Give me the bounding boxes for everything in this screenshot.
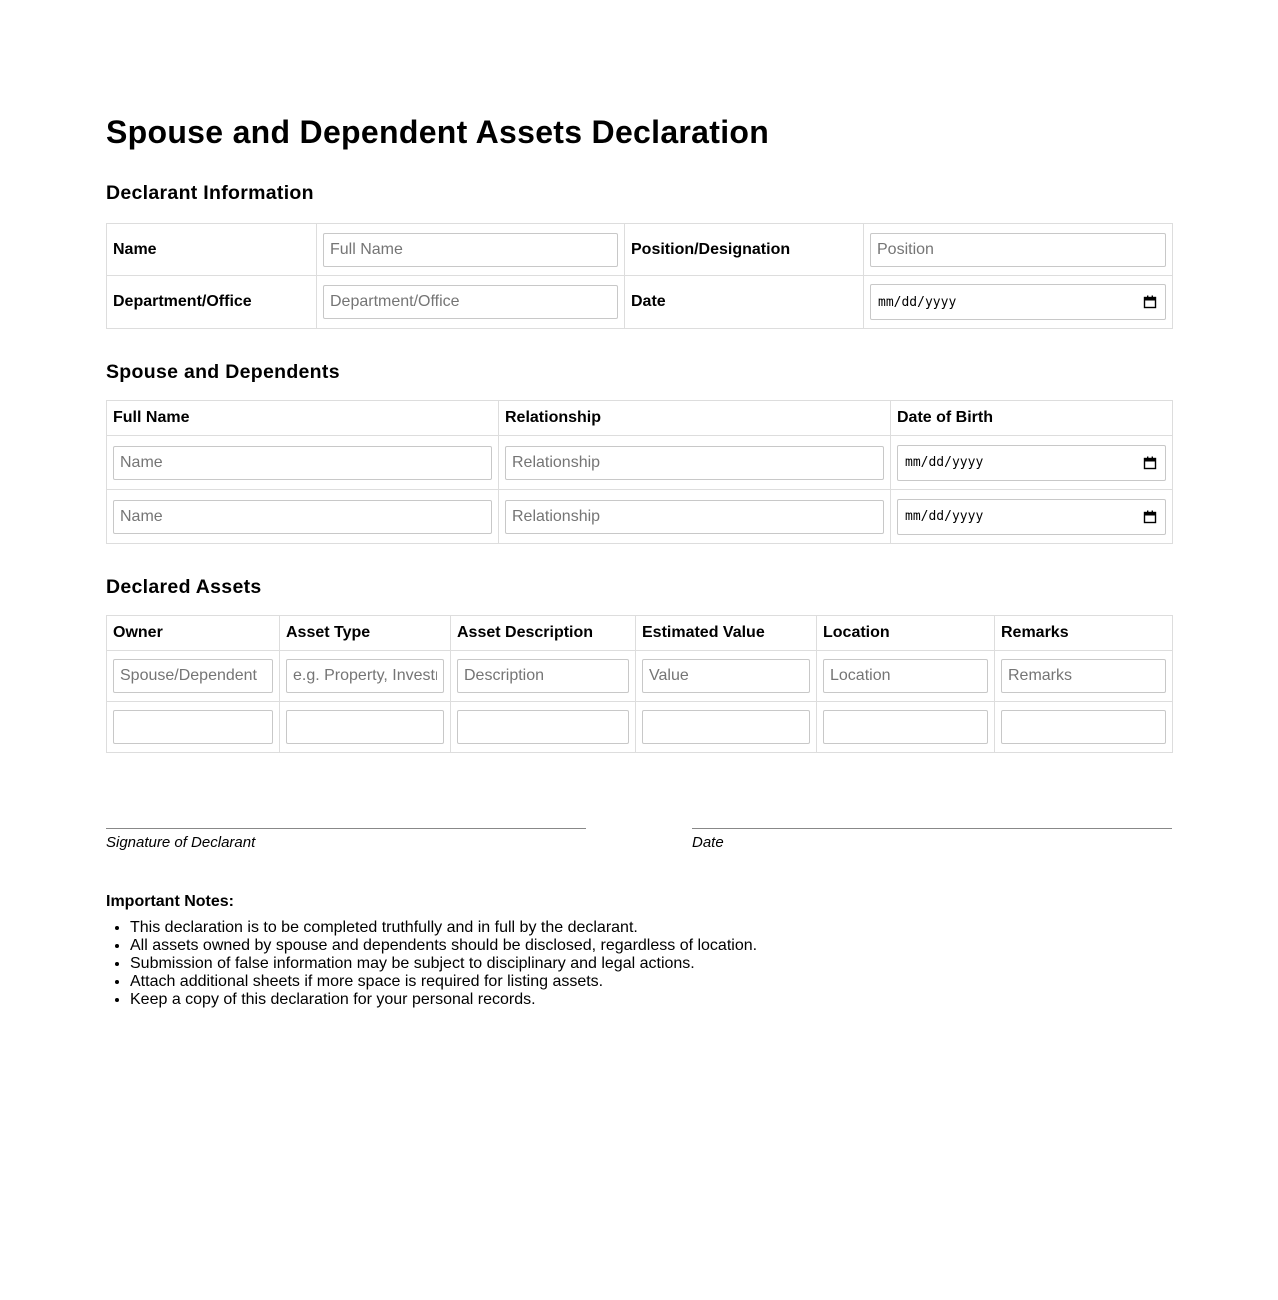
owner-input[interactable]	[113, 710, 273, 744]
remarks-input[interactable]	[1001, 710, 1166, 744]
table-cell	[107, 651, 280, 702]
table-cell	[451, 702, 636, 753]
position-label: Position/Designation	[625, 224, 864, 276]
table-cell	[499, 490, 891, 544]
dependent-dob-input[interactable]	[897, 499, 1166, 535]
table-cell	[817, 651, 995, 702]
department-label: Department/Office	[107, 276, 317, 329]
remarks-input[interactable]	[1001, 659, 1166, 693]
dependent-dob-input[interactable]	[897, 445, 1166, 481]
list-item: • This declaration is to be completed truthfully and in full by the declarant.	[130, 919, 1172, 937]
signature-section	[106, 753, 1172, 893]
calendar-icon[interactable]	[1143, 510, 1157, 524]
notes-list	[106, 919, 1172, 1009]
table-cell	[280, 702, 451, 753]
column-header: Date of Birth	[891, 401, 1173, 436]
dependent-name-input[interactable]	[113, 500, 492, 534]
date-input[interactable]	[870, 284, 1166, 320]
calendar-icon[interactable]	[1143, 295, 1157, 309]
position-input[interactable]	[870, 233, 1166, 267]
column-header: Location	[817, 616, 995, 651]
column-header: Remarks	[995, 616, 1173, 651]
table-cell	[817, 702, 995, 753]
date-cell	[864, 276, 1173, 329]
asset-description-input[interactable]	[457, 710, 629, 744]
declarant-heading: Declarant Information	[106, 182, 314, 204]
list-item: • All assets owned by spouse and dependents should be disclosed, regardless of location.	[130, 937, 1172, 955]
column-header: Owner	[107, 616, 280, 651]
page-title: Spouse and Dependent Assets Declaration	[106, 114, 770, 150]
signature-date-line[interactable]	[692, 828, 1172, 829]
list-item: • Submission of false information may be subject to disciplinary and legal actions.	[130, 955, 1172, 973]
asset-description-input[interactable]	[457, 659, 629, 693]
declarant-table	[106, 223, 1173, 329]
asset-type-input[interactable]	[286, 710, 444, 744]
dependents-heading: Spouse and Dependents	[106, 361, 340, 383]
asset-row	[107, 702, 1173, 753]
name-label: Name	[107, 224, 317, 276]
table-cell	[280, 651, 451, 702]
notes-title: Important Notes:	[106, 893, 234, 910]
table-cell	[107, 702, 280, 753]
assets-table	[106, 615, 1173, 753]
department-cell	[317, 276, 625, 329]
name-input[interactable]	[323, 233, 618, 267]
signature-caption: Signature of Declarant	[106, 834, 256, 851]
dependent-row	[107, 490, 1173, 544]
table-cell	[891, 436, 1173, 490]
signature-date-caption: Date	[692, 834, 724, 851]
date-placeholder: mm/dd/yyyy	[878, 294, 957, 310]
table-cell	[451, 651, 636, 702]
owner-input[interactable]	[113, 659, 273, 693]
table-cell	[636, 651, 817, 702]
dependents-header-row	[107, 401, 1173, 436]
date-placeholder: mm/dd/yyyy	[905, 509, 984, 524]
dependent-relationship-input[interactable]	[505, 500, 884, 534]
dependents-table	[106, 400, 1173, 544]
assets-header-row	[107, 616, 1173, 651]
declarant-row	[107, 224, 1173, 276]
department-input[interactable]	[323, 285, 618, 319]
asset-type-input[interactable]	[286, 659, 444, 693]
declarant-row	[107, 276, 1173, 329]
estimated-value-input[interactable]	[642, 659, 810, 693]
column-header: Estimated Value	[636, 616, 817, 651]
column-header: Asset Description	[451, 616, 636, 651]
dependent-name-input[interactable]	[113, 446, 492, 480]
table-cell	[891, 490, 1173, 544]
position-cell	[864, 224, 1173, 276]
column-header: Full Name	[107, 401, 499, 436]
date-label: Date	[625, 276, 864, 329]
table-cell	[107, 490, 499, 544]
signature-line[interactable]	[106, 828, 586, 829]
table-cell	[499, 436, 891, 490]
date-placeholder: mm/dd/yyyy	[905, 455, 984, 470]
calendar-icon[interactable]	[1143, 456, 1157, 470]
table-cell	[995, 702, 1173, 753]
list-item: • Attach additional sheets if more space is required for listing assets.	[130, 973, 1172, 991]
table-cell	[995, 651, 1173, 702]
declaration-form	[106, 0, 1172, 1009]
column-header: Relationship	[499, 401, 891, 436]
list-item: • Keep a copy of this declaration for your personal records.	[130, 991, 1172, 1009]
estimated-value-input[interactable]	[642, 710, 810, 744]
location-input[interactable]	[823, 659, 988, 693]
table-cell	[107, 436, 499, 490]
location-input[interactable]	[823, 710, 988, 744]
assets-heading: Declared Assets	[106, 576, 262, 598]
dependent-row	[107, 436, 1173, 490]
name-cell	[317, 224, 625, 276]
asset-row	[107, 651, 1173, 702]
column-header: Asset Type	[280, 616, 451, 651]
table-cell	[636, 702, 817, 753]
dependent-relationship-input[interactable]	[505, 446, 884, 480]
